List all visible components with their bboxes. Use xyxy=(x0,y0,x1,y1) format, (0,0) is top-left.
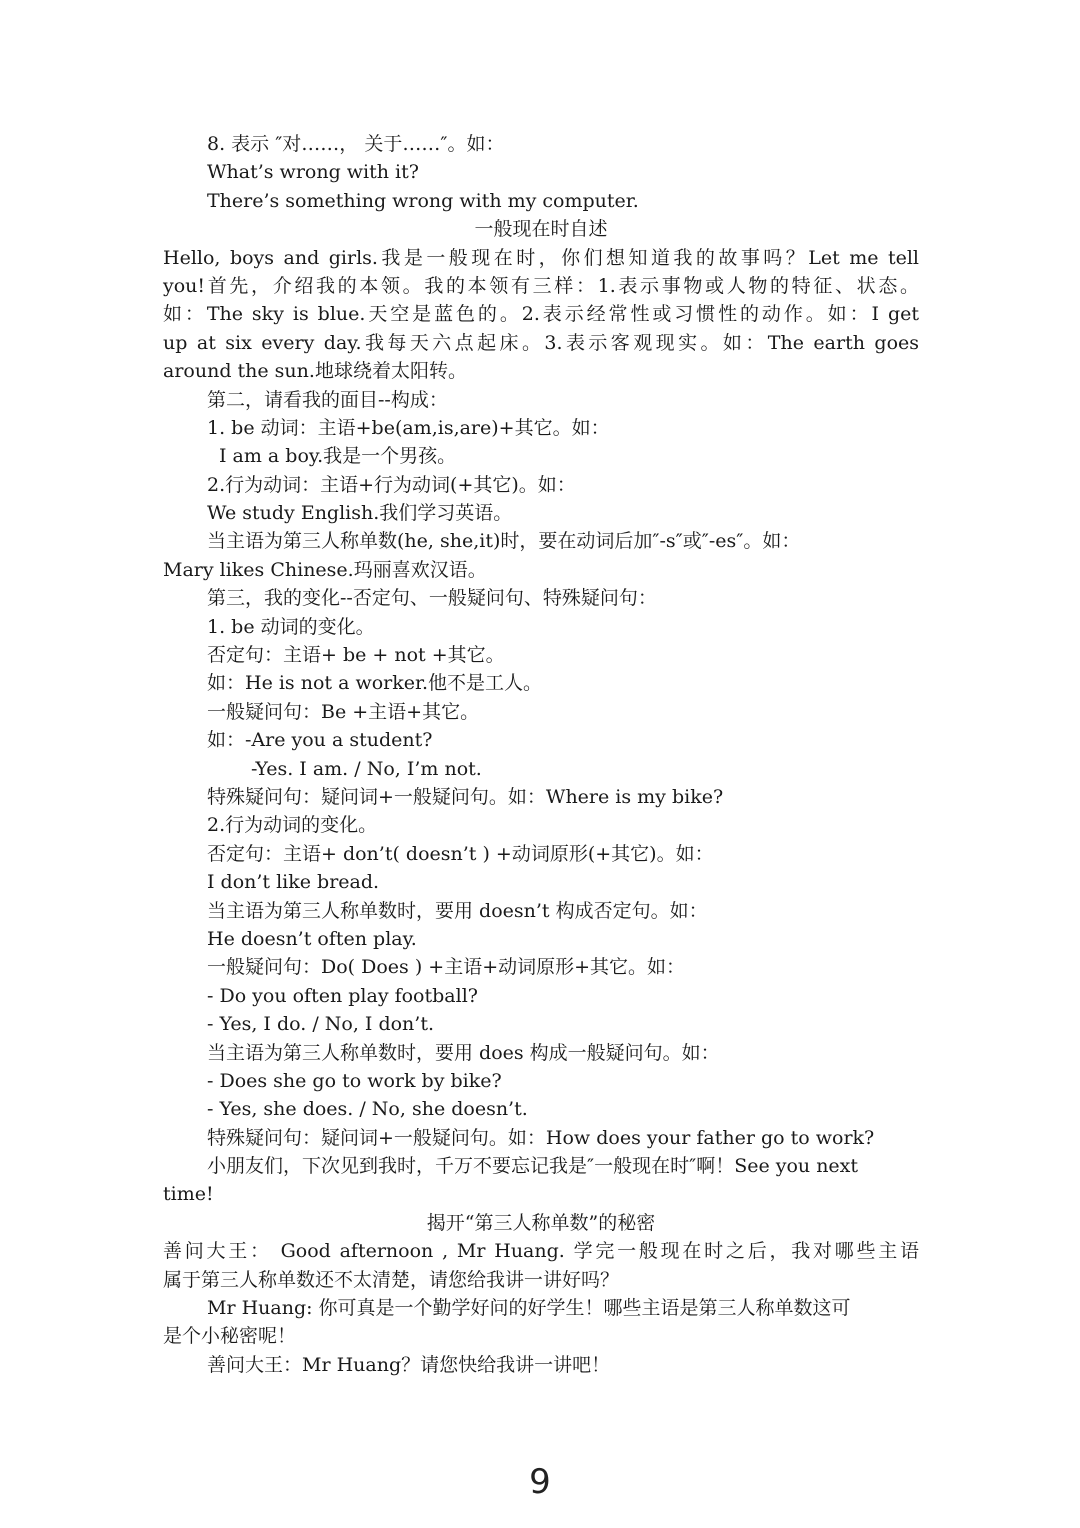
section-title: 揭开“第三人称单数”的秘密 xyxy=(426,1211,656,1234)
text-line: 当主语为第三人称单数(he, she,it)时，要在动词后加″-s″或″-es″。如： xyxy=(207,530,801,553)
section-title: 一般现在时自述 xyxy=(474,218,608,241)
text-line: Hello, boys and girls.我是一般现在时，你们想知道我的故事吗？Let me tell xyxy=(163,246,919,269)
text-line: - Do you often play football? xyxy=(207,984,478,1007)
text-line: - Yes, I do. / No, I don’t. xyxy=(207,1013,434,1036)
text-line: 否定句：主语+ don’t( doesn’t ) +动词原形(+其它)。如： xyxy=(207,842,714,865)
text-line: I am a boy.我是一个男孩。 xyxy=(219,445,457,468)
text-line: 一般疑问句：Be +主语+其它。 xyxy=(207,700,480,723)
text-line: 1. be 动词：主语+be(am,is,are)+其它。如： xyxy=(207,416,610,439)
text-line: I don’t like bread. xyxy=(207,871,380,894)
text-line: -Yes. I am. / No, I’m not. xyxy=(251,757,482,780)
text-line: 属于第三人称单数还不太清楚，请您给我讲一讲好吗？ xyxy=(163,1268,620,1291)
text-line: He doesn’t often play. xyxy=(207,927,417,950)
text-line: 当主语为第三人称单数时，要用 doesn’t 构成否定句。如： xyxy=(207,899,708,922)
page-number: 9 xyxy=(529,1462,551,1502)
text-line: 2.行为动词：主语+行为动词(+其它)。如： xyxy=(207,473,576,496)
text-line: 如：He is not a worker.他不是工人。 xyxy=(207,672,543,695)
text-line: around the sun.地球绕着太阳转。 xyxy=(163,360,467,383)
text-line: 如：The sky is blue.天空是蓝色的。2.表示经常性或习惯性的动作。如：I get xyxy=(163,303,919,326)
text-line: 否定句：主语+ be + not +其它。 xyxy=(207,644,505,667)
text-line: Mr Huang: 你可真是一个勤学好问的好学生！哪些主语是第三人称单数这可 xyxy=(207,1297,851,1320)
text-line: 小朋友们，下次见到我时，千万不要忘记我是″一般现在时″啊！See you next xyxy=(207,1155,859,1178)
text-line: 善问大王： Good afternoon , Mr Huang. 学完一般现在时之后，我对哪些主语 xyxy=(163,1240,919,1263)
text-line: 第二，请看我的面目--构成： xyxy=(207,388,448,411)
text-line: 2.行为动词的变化。 xyxy=(207,814,378,837)
text-line: up at six every day.我每天六点起床。3.表示客观现实。如：The earth goes xyxy=(163,331,919,354)
text-line: you!首先，介绍我的本领。我的本领有三样：1.表示事物或人物的特征、状态。 xyxy=(163,274,919,297)
text-line: 一般疑问句：Do( Does ) +主语+动词原形+其它。如： xyxy=(207,956,686,979)
text-line: 特殊疑问句：疑问词+一般疑问句。如：How does your father go to work? xyxy=(207,1126,875,1149)
text-line: 8. 表示 ″对……， 关于……″。如： xyxy=(207,133,505,155)
text-line: What’s wrong with it? xyxy=(207,161,419,184)
text-line: - Yes, she does. / No, she doesn’t. xyxy=(207,1098,528,1121)
text-line: 如：-Are you a student? xyxy=(207,729,433,752)
text-line: 善问大王：Mr Huang？请您快给我讲一讲吧！ xyxy=(207,1353,611,1376)
document-body xyxy=(163,130,919,1379)
text-line: 第三，我的变化--否定句、一般疑问句、特殊疑问句： xyxy=(207,587,657,610)
text-line: 1. be 动词的变化。 xyxy=(207,615,375,638)
text-line: 当主语为第三人称单数时，要用 does 构成一般疑问句。如： xyxy=(207,1041,720,1064)
text-line: 特殊疑问句：疑问词+一般疑问句。如：Where is my bike? xyxy=(207,785,724,808)
text-line: We study English.我们学习英语。 xyxy=(207,502,513,525)
text-line: Mary likes Chinese.玛丽喜欢汉语。 xyxy=(163,558,487,581)
text-line: time! xyxy=(163,1183,214,1206)
text-line: There’s something wrong with my computer. xyxy=(207,189,639,212)
text-line: - Does she go to work by bike? xyxy=(207,1069,502,1092)
text-line: 是个小秘密呢！ xyxy=(163,1325,297,1348)
